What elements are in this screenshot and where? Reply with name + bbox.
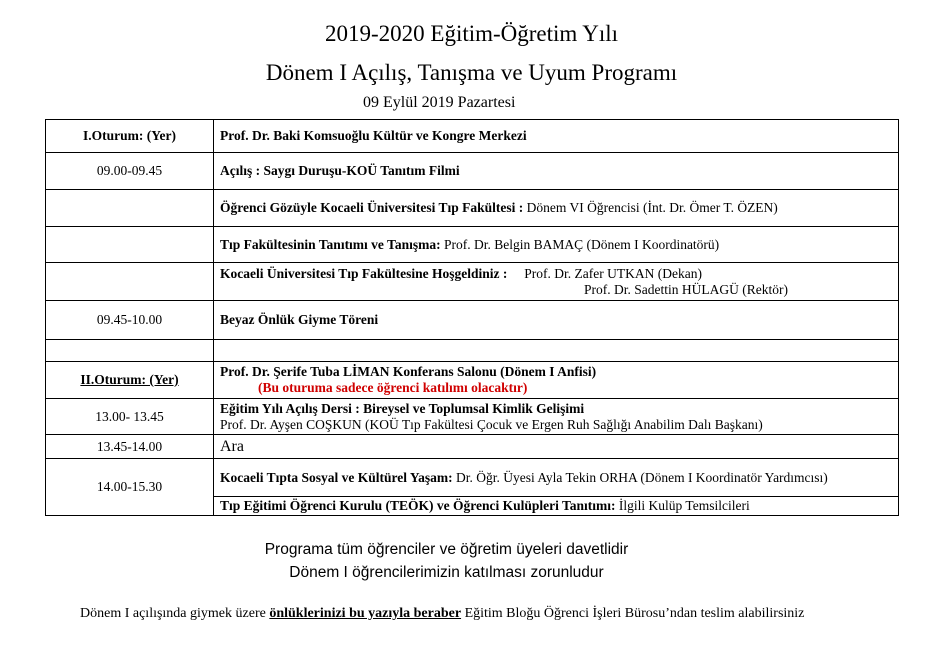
table-row bbox=[46, 340, 899, 362]
invitation-note: Programa tüm öğrenciler ve öğretim üyeleri davetlidir bbox=[264, 541, 629, 558]
program-item: Kocaeli Tıpta Sosyal ve Kültürel Yaşam: Dr. Öğr. Üyesi Ayla Tekin ORHA (Dönem I Koordinatör Yardımcısı) bbox=[214, 459, 899, 497]
document-title: 2019-2020 Eğitim-Öğretim Yılı bbox=[324, 21, 618, 46]
program-item: Tıp Fakültesinin Tanıtımı ve Tanışma: Prof. Dr. Belgin BAMAÇ (Dönem I Koordinatörü) bbox=[214, 227, 899, 263]
program-table bbox=[45, 119, 899, 516]
time-slot: 09.00-09.45 bbox=[46, 153, 214, 190]
gown-note: Dönem I açılışında giymek üzere önlüklerinizi bu yazıyla beraber Eğitim Bloğu Öğrenci İşleri Bürosu’ndan teslim alabilirsiniz bbox=[80, 606, 805, 621]
program-item: Kocaeli Üniversitesi Tıp Fakültesine Hoşgeldiniz : Prof. Dr. Zafer UTKAN (Dekan) Prof. Dr. Sadettin HÜLAGÜ (Rektör) bbox=[214, 263, 899, 301]
session2-label: II.Oturum: (Yer) bbox=[46, 362, 214, 399]
program-item: Tıp Eğitimi Öğrenci Kurulu (TEÖK) ve Öğrenci Kulüpleri Tanıtımı: İlgili Kulüp Temsilcileri bbox=[214, 497, 899, 516]
session1-venue: Prof. Dr. Baki Komsuoğlu Kültür ve Kongre Merkezi bbox=[214, 120, 899, 153]
time-slot: 14.00-15.30 bbox=[46, 459, 214, 516]
table-row bbox=[46, 190, 899, 227]
table-row bbox=[46, 435, 899, 459]
program-date: 09 Eylül 2019 Pazartesi bbox=[363, 94, 516, 111]
time-slot: 13.45-14.00 bbox=[46, 435, 214, 459]
table-row bbox=[46, 362, 899, 399]
session2-venue: Prof. Dr. Şerife Tuba LİMAN Konferans Salonu (Dönem I Anfisi) (Bu oturuma sadece öğrenci katılımı olacaktır) bbox=[214, 362, 899, 399]
table-row bbox=[46, 227, 899, 263]
table-row bbox=[46, 263, 899, 301]
table-row bbox=[46, 120, 899, 153]
program-item: Beyaz Önlük Giyme Töreni bbox=[214, 301, 899, 340]
program-item: Eğitim Yılı Açılış Dersi : Bireysel ve Toplumsal Kimlik Gelişimi Prof. Dr. Ayşen COŞKUN (KOÜ Tıp Fakültesi Çocuk ve Ergen Ruh Sağlığı Anabilim Dalı Başkanı) bbox=[214, 399, 899, 435]
table-row bbox=[46, 301, 899, 340]
table-row bbox=[46, 459, 899, 497]
time-slot: 13.00- 13.45 bbox=[46, 399, 214, 435]
time-slot: 09.45-10.00 bbox=[46, 301, 214, 340]
program-item: Ara bbox=[214, 435, 899, 459]
program-item: Öğrenci Gözüyle Kocaeli Üniversitesi Tıp Fakültesi : Dönem VI Öğrencisi (İnt. Dr. Ömer T. ÖZEN) bbox=[214, 190, 899, 227]
table-row bbox=[46, 153, 899, 190]
attendance-note: Dönem I öğrencilerimizin katılması zorunludur bbox=[289, 564, 604, 581]
table-row bbox=[46, 399, 899, 435]
program-item: Açılış : Saygı Duruşu-KOÜ Tanıtım Filmi bbox=[214, 153, 899, 190]
session1-label: I.Oturum: (Yer) bbox=[46, 120, 214, 153]
document-subtitle: Dönem I Açılış, Tanışma ve Uyum Programı bbox=[265, 60, 678, 85]
